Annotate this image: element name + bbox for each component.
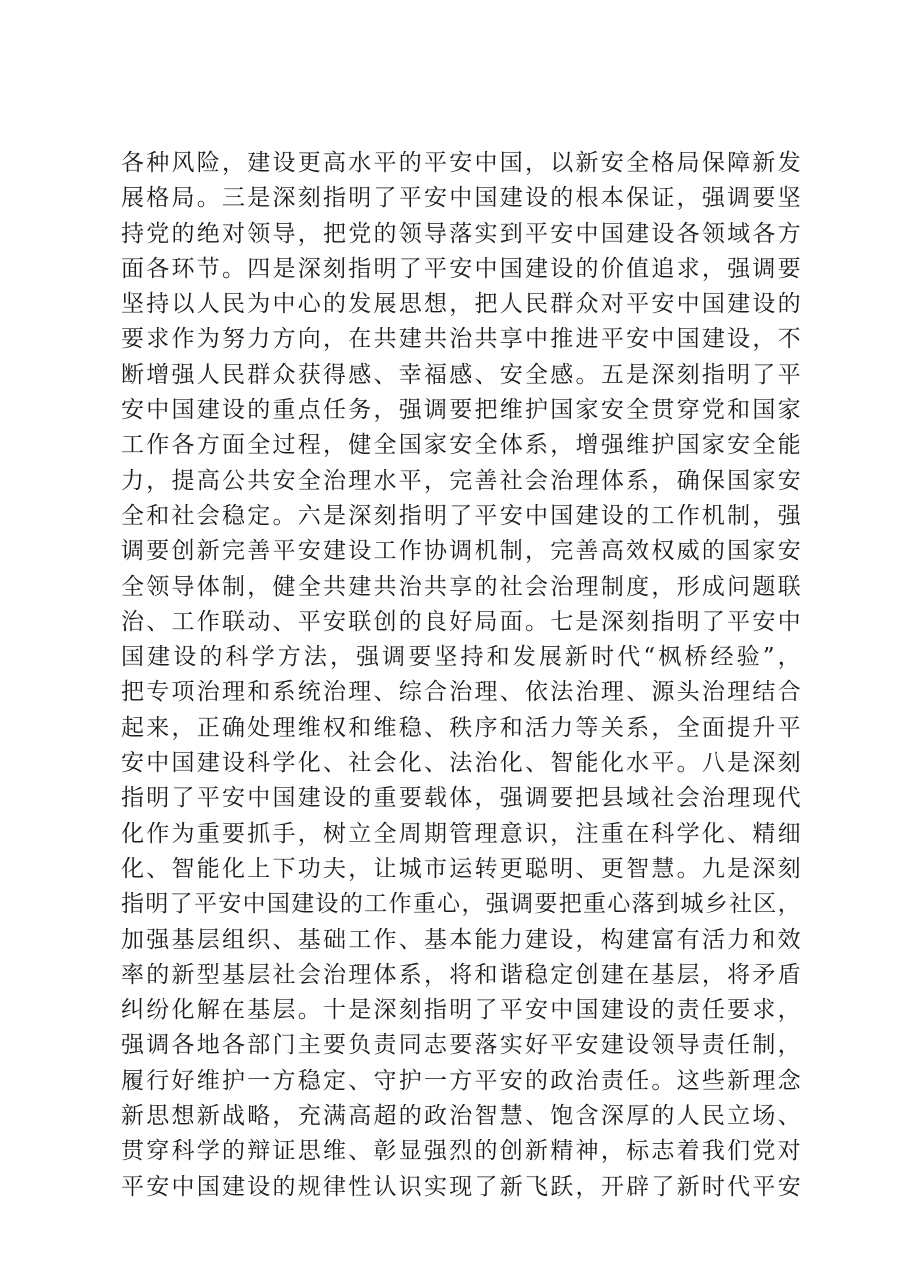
text-line: 调要创新完善平安建设工作协调机制，完善高效权威的国家安 — [121, 538, 801, 565]
text-line: 面各环节。四是深刻指明了平安中国建设的价值追求，强调要 — [121, 255, 801, 282]
text-line: 指明了平安中国建设的重要载体，强调要把县域社会治理现代 — [121, 785, 801, 812]
text-line: 起来，正确处理维权和维稳、秩序和活力等关系，全面提升平 — [121, 714, 801, 741]
text-line: 化作为重要抓手，树立全周期管理意识，注重在科学化、精细 — [121, 820, 801, 847]
text-line: 加强基层组织、基础工作、基本能力建设，构建富有活力和效 — [121, 926, 801, 953]
text-line: 指明了平安中国建设的工作重心，强调要把重心落到城乡社区， — [121, 891, 801, 918]
text-line: 断增强人民群众获得感、幸福感、安全感。五是深刻指明了平 — [121, 361, 801, 388]
text-line: 率的新型基层社会治理体系，将和谐稳定创建在基层，将矛盾 — [121, 961, 801, 988]
text-line: 各种风险，建设更高水平的平安中国，以新安全格局保障新发 — [121, 150, 801, 176]
text-line: 新思想新战略，充满高超的政治智慧、饱含深厚的人民立场、 — [121, 1103, 801, 1130]
body-text — [121, 146, 801, 1205]
text-line: 持党的绝对领导，把党的领导落实到平安中国建设各领域各方 — [121, 220, 801, 247]
text-line: 纠纷化解在基层。十是深刻指明了平安中国建设的责任要求， — [121, 997, 801, 1024]
text-line: 贯穿科学的辩证思维、彰显强烈的创新精神，标志着我们党对 — [121, 1138, 801, 1165]
text-line: 强调各地各部门主要负责同志要落实好平安建设领导责任制， — [121, 1032, 801, 1059]
text-line: 履行好维护一方稳定、守护一方平安的政治责任。这些新理念 — [121, 1067, 801, 1094]
text-line: 展格局。三是深刻指明了平安中国建设的根本保证，强调要坚 — [121, 185, 801, 212]
text-line: 平安中国建设的规律性认识实现了新飞跃，开辟了新时代平安 — [121, 1173, 801, 1200]
text-line: 坚持以人民为中心的发展思想，把人民群众对平安中国建设的 — [121, 291, 801, 318]
text-line: 治、工作联动、平安联创的良好局面。七是深刻指明了平安中 — [121, 608, 801, 635]
text-line: 全领导体制，健全共建共治共享的社会治理制度，形成问题联 — [121, 573, 801, 600]
text-line: 工作各方面全过程，健全国家安全体系，增强维护国家安全能 — [121, 432, 801, 459]
text-line: 全和社会稳定。六是深刻指明了平安中国建设的工作机制，强 — [121, 502, 801, 529]
text-line: 要求作为努力方向，在共建共治共享中推进平安中国建设，不 — [121, 326, 801, 353]
text-line: 化、智能化上下功夫，让城市运转更聪明、更智慧。九是深刻 — [121, 855, 801, 882]
text-line: 国建设的科学方法，强调要坚持和发展新时代“枫桥经验”， — [121, 644, 801, 671]
text-line: 把专项治理和系统治理、综合治理、依法治理、源头治理结合 — [121, 679, 801, 706]
text-line: 安中国建设科学化、社会化、法治化、智能化水平。八是深刻 — [121, 750, 801, 777]
text-line: 安中国建设的重点任务，强调要把维护国家安全贯穿党和国家 — [121, 397, 801, 424]
text-line: 力，提高公共安全治理水平，完善社会治理体系，确保国家安 — [121, 467, 801, 494]
